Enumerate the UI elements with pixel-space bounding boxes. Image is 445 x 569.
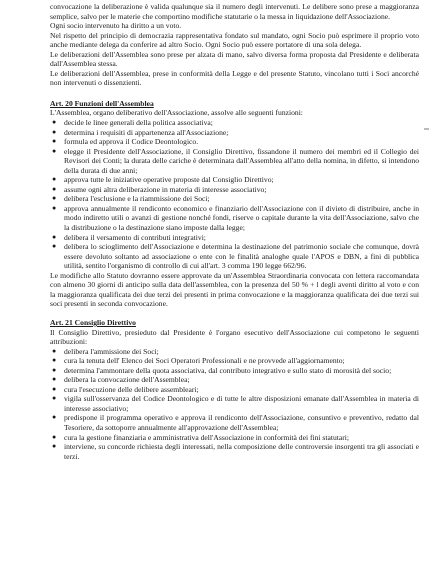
intro-paragraph: Le deliberazioni dell'Assemblea, prese in conformità della Legge e del presente Statuto, vincolano tutti i Soci ancorché non intervenuti o dissenzienti.	[50, 68, 419, 88]
list-item: ● cura la tenuta dell' Elenco dei Soci Operatori Professionali e ne provvede all'aggiornamento;	[52, 356, 345, 366]
bullet-icon: ●	[52, 242, 57, 251]
list-item: ● elegge il Presidente dell'Associazione, il Consiglio Direttivo, fissandone il numero dei membri ed il Collegio dei Revisori dei Conti; la durata delle cariche è determinata dall'Assemblea all'atto della nomina, in difetto, si intendono della durata di due anni;	[52, 146, 419, 175]
margin-mark	[424, 128, 429, 130]
list-item: ● delibera lo scioglimento dell'Associazione e determina la destinazione del patrimonio sociale che comunque, dovrà essere devoluto soltanto ad associazione o ente con le finalità analoghe quale l'APOS e DBN, a fini di pubblica utilità, sentito l'organismo di controllo di cui all'art. 3 comma 190 legge 662/96.	[52, 242, 419, 271]
bullet-icon: ●	[52, 194, 57, 203]
list-item: ● decide le linee generali della politica associativa;	[52, 118, 213, 128]
bullet-icon: ●	[52, 384, 57, 393]
bullet-icon: ●	[52, 356, 57, 365]
list-item: ● approva tutte le iniziative operative proposte dal Consiglio Direttivo;	[52, 175, 274, 185]
article-20-intro: L'Assemblea, organo deliberativo dell'Associazione, assolve alle seguenti funzioni:	[50, 108, 303, 118]
bullet-icon: ●	[52, 346, 57, 355]
bullet-icon: ●	[52, 375, 57, 384]
list-item: ● delibera l'ammissione dei Soci;	[52, 346, 159, 356]
list-item: ● approva annualmente il rendiconto economico e finanziario dell'Associazione con il divieto di distribuire, anche in modo indiretto utili o avanzi di gestione nonché fondi, riserve o capitale durante la vita dell'Associazione, salvo che la distribuzione o la destinazione siano imposte dalla legge;	[52, 203, 419, 233]
bullet-icon: ●	[52, 137, 57, 146]
article-20-heading: Art. 20 Funzioni dell'Assemblea	[50, 98, 154, 108]
bullet-icon: ●	[52, 232, 57, 241]
bullet-icon: ●	[52, 175, 57, 184]
list-item: ● cura la gestione finanziaria e amministrativa dell'Associazione in conformità dei fini statutari;	[52, 432, 349, 442]
bullet-icon: ●	[52, 184, 57, 193]
list-item: ● determina l'ammontare della quota associativa, dal contributo integrativo e sullo stato di morosità del socio;	[52, 365, 392, 375]
list-item: ● interviene, su concorde richiesta degli interessati, nella composizione delle controversie insorgenti tra gli associati e terzi.	[52, 442, 419, 461]
list-item: ● formula ed approva il Codice Deontologico.	[52, 137, 199, 147]
intro-paragraph: Le deliberazioni dell'Assemblea sono prese per alzata di mano, salvo diversa forma proposta dal Presidente e deliberata dall'Assemblea stessa.	[50, 49, 419, 69]
article-21	[50, 318, 419, 461]
list-item: ● determina i requisiti di appartenenza all'Associazione;	[52, 127, 229, 137]
list-item: ● delibera l'esclusione e la riammissione dei Soci;	[52, 194, 210, 204]
article-20	[50, 99, 419, 309]
article-21-heading: Art. 21 Consiglio Direttivo	[50, 317, 136, 327]
bullet-icon: ●	[52, 394, 57, 403]
bullet-icon: ●	[52, 413, 57, 422]
bullet-icon: ●	[52, 365, 57, 374]
bullet-icon: ●	[52, 118, 57, 127]
list-item: ● predispone il programma operativo e approva il rendiconto dell'Associazione, consuntivo e preventivo, redatto dal Tesoriere, da sottoporre annualmente all'approvazione dell'Assemblea;	[52, 413, 419, 432]
article-20-closing: Le modifiche allo Statuto dovranno essere approvate da un'Assemblea Straordinaria convocata con lettera raccomandata con almeno 30 giorni di anticipo sulla data dell'assemblea, con la presenza del 50 % + l degli aventi diritto al voto e con la maggioranza qualificata dei due terzi dei presenti in prima convocazione e la maggioranza qualificata dei due terzi sui soci presenti in seconda convocazione.	[50, 270, 419, 309]
bullet-icon: ●	[52, 146, 57, 155]
article-20-list	[50, 118, 419, 271]
bullet-icon: ●	[52, 203, 57, 212]
article-21-list	[50, 347, 419, 462]
list-item: ● cura l'esecuzione delle delibere assembleari;	[52, 384, 199, 394]
bullet-icon: ●	[52, 442, 57, 451]
intro-paragraph: Nel rispetto del principio di democrazia rappresentativa fondato sul mandato, ogni Socio può esprimere il proprio voto anche mediante delega da conferire ad altro Socio. Ogni Socio può essere portatore di una sola delega.	[50, 30, 419, 50]
list-item: ● vigila sull'osservanza del Codice Deontologico e di tutte le altre disposizioni emanate dall'Assemblea in materia di interesse associativo;	[52, 394, 419, 413]
intro-paragraph: Ogni socio intervenuto ha diritto a un voto.	[50, 21, 182, 31]
intro-paragraph: convocazione la deliberazione è valida qualunque sia il numero degli intervenuti. Le delibere sono prese a maggioranza semplice, salvo per le materie che comportino modifiche statutarie o la messa in liquidazione dell'Associazione.	[50, 2, 419, 21]
article-21-intro: Il Consiglio Direttivo, presieduto dal Presidente è l'organo esecutivo dell'Associazione cui competono le seguenti attribuzioni:	[50, 327, 419, 347]
bullet-icon: ●	[52, 127, 57, 136]
list-item: ● assume ogni altra deliberazione in materia di interesse associativo;	[52, 184, 267, 194]
list-item: ● delibera la convocazione dell'Assemblea;	[52, 375, 190, 385]
list-item: ● delibera il versamento di contributi integrativi;	[52, 232, 206, 242]
bullet-icon: ●	[52, 432, 57, 441]
intro-section	[50, 2, 419, 88]
